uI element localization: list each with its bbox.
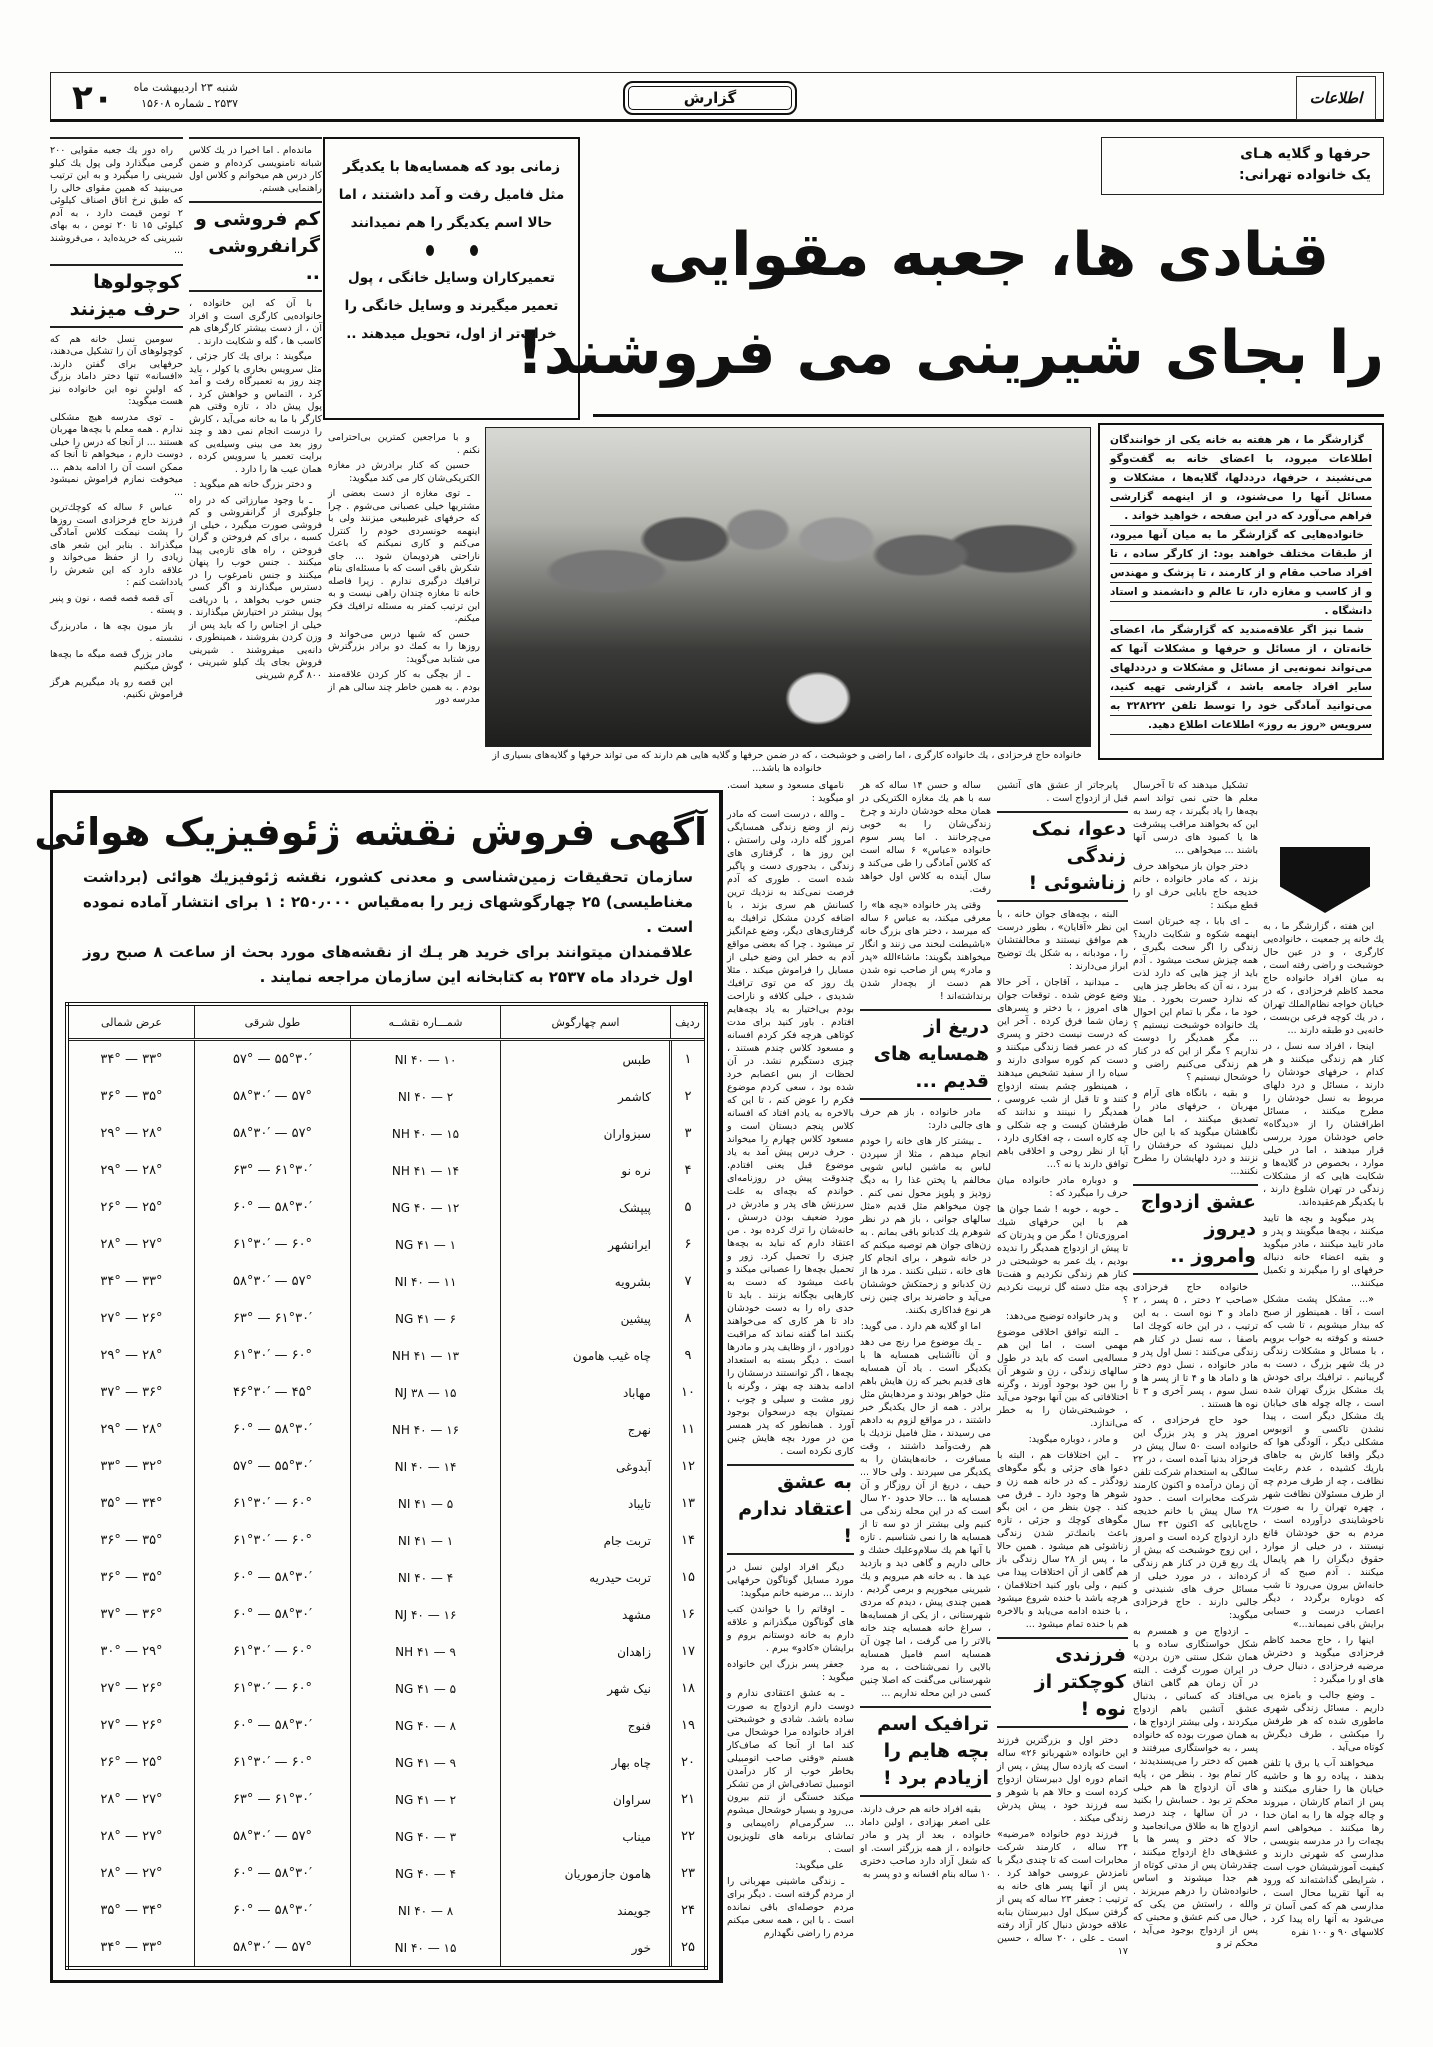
map-number: NG ۴۰ — ۳ xyxy=(351,1818,501,1855)
latitude-north: ۳۵° — ۳۶° xyxy=(67,1559,194,1596)
longitude-east: ۵۸°۳۰′ — ۶۰° xyxy=(194,1559,350,1596)
paragraph: ـ توی مدرسه هیچ مشكلی ندارم . همه معلم با بچه‌ها مهربان هستند ... از آنجا كه درس را خیلی دوست دارم ، میخواهم تا آنجا كه ممكن است آن را ادامه بدهم ... میخوفت نمازم فراموش نمیشود ... xyxy=(50,411,183,498)
paragraph: و با مراجعین كمترین بی‌احترامی نكنم . xyxy=(328,432,480,456)
paragraph: ـ با وجود مبارزاتی كه در راه جلوگیری از گرانفروشی و كم فروشی صورت میگیرد ، خیلی از كسبه ، برای كم فروختن و گران فروختن ، راه های تازه‌یی پیدا میكنند . جنس خوب را پنهان میكنند و جنس نامرغوب را در دسترس میگذارند و اگر كسی جنس خوب بخواهد ، با دریافت پول بیشتر در اختیارش میگذارند . خیلی از اجناس را كه باید پس از وزن كردن بفروشند ، همینطوری ، دانه‌یی میفروشند . شیرینی فروش بجای یك كیلو شیرینی ، ۸۰۰ گرم شیرینی xyxy=(189,494,322,681)
map-number: NG ۴۱ — ۲ xyxy=(351,1781,501,1818)
column-bottom-e xyxy=(1263,920,1384,1942)
paragraph: ـ زندگی ماشینی مهربانی را از مردم گرفته است . دیگر برای مردم حوصله‌ای باقی نمانده است . با این ، همه سعی میكنم مردم را راضی نگهدارم xyxy=(727,1876,854,1939)
row-number: ۱۰ xyxy=(671,1374,707,1411)
latitude-north: ۲۵° — ۲۶° xyxy=(67,1189,194,1226)
sheet-name: هامون جازموریان xyxy=(501,1855,671,1892)
paragraph: و مادر ، دوباره میگوید: xyxy=(1028,1434,1118,1445)
paragraph: حسن كه شبها درس می‌خواند و روزها را به كمك دو برادر بزرگترش می شتابد می‌گوید: xyxy=(328,628,480,665)
latitude-north: ۳۳° — ۳۴° xyxy=(67,1040,194,1079)
paragraph: دختر اول و بزرگترین فرزند این خانواده «شهربانو ۲۶» ساله است كه یازده سال پیش ، پس از اتمام دوره اول دبیرستان ازدواج كرده است و حالا هم با شوهر و سه فرزند خود ، پیش پدرش زندگی میكند . xyxy=(997,1735,1128,1824)
latitude-north: ۲۶° — ۲۷° xyxy=(67,1300,194,1337)
pull-quote-1: زمانی بود که همسایه‌ها با یکدیگر مثل فامیل رفت و آمد داشتند ، اما حالا اسم یکدیگر را هم نمیدانند xyxy=(338,159,565,231)
paragraph: البته ، بچه‌های جوان خانه ، با این نظر «آقایان» ، بطور درست هم موافق نیستند و مخالفتشان را ، مودبانه ، به شكل یك توضیح ابراز می‌دارند : xyxy=(997,909,1128,972)
subheading: دریغ از همسایه های قدیم ... xyxy=(860,1009,991,1100)
row-number: ۴ xyxy=(671,1152,707,1189)
latitude-north: ۲۶° — ۲۷° xyxy=(67,1707,194,1744)
paragraph: «... مشكل پشت مشكل است ، آقا . همینطور از صبح كه بیدار میشویم ، تا شب كه خسته و كوفته به خواب برویم ، با مسائل و مشكلات زندگی در یك شهر بزرگ ، دست به گریبانیم . ترافیك برای خودش یك مشكل بزرگ تهران شده است ، چاله چوله های خیابان یك مشكل دیگر است ، پیدا نشدن تاكسی و اتوبوس مشكلی دیگر ، آلودگی هوا كه دیگر واقعا كارش به جاهای باریك كشیده ، عدم رعایت نظافت ، چه از طرف مردم چه از طرف مسئولان نظافت شهر ، چهره تهران را به صورت ناخوشایندی درآورده است ، مردم به حق خودشان قانع نیستند ، در خیلی از موارد حقوق دیگران را هم پایمال میكنند . آدم صبح كه از خانه‌اش بیرون می‌رود تا شب كه دوباره برگردد ، دیگر اعصاب درست و حسابی برایش باقی نمیماند...» xyxy=(1263,1294,1384,1630)
paragraph: ـ ای بابا ، چه خبرتان است اینهمه شكوه و شكایت دارید؟ زندگی را اگر سخت بگیری ، همه چیزش سخت میشود . آدم باید از چیز هایی كه دارد لذت ببرد ، نه آن كه بخاطر چیز هایی كه ندارد حسرت بخورد . مثلا خود ما ، مگر با تمام این احوال یك خانواده خوشبخت نیستیم ؟ ... مگر همدیگر را دوست نداریم ؟ مگر از این كه در كنار هم زندگی می‌كنیم راضی و خوشحال نیستیم ؟ xyxy=(1133,916,1258,1083)
sheet-name: تربت جام xyxy=(501,1522,671,1559)
table-row xyxy=(67,1485,706,1522)
table-row xyxy=(67,1522,706,1559)
page-number: ۲۰ xyxy=(72,78,114,118)
column-text xyxy=(50,145,183,258)
subheading: عشق ازدواج دیروز وامروز .. xyxy=(1133,1184,1258,1275)
column-text xyxy=(1133,1281,1258,1950)
ad-title: آگهی فروش نقشه ژئوفیزیک هوائی xyxy=(34,810,707,854)
row-number: ۷ xyxy=(671,1263,707,1300)
map-number: NG ۴۱ — ۵ xyxy=(351,1670,501,1707)
logo-text: اطلاعات xyxy=(1309,89,1363,107)
table-row xyxy=(67,1189,706,1226)
map-number: NH ۴۱ — ۱۴ xyxy=(351,1152,501,1189)
row-number: ۱۵ xyxy=(671,1559,707,1596)
paragraph: دختر جوان باز میخواهد حرف بزند ، كه مادر خانواده ، خانم خدیجه حاج بابایی حرف او را قطع میكند : xyxy=(1133,861,1258,911)
latitude-north: ۳۲° — ۳۳° xyxy=(67,1448,194,1485)
paragraph: اینجا ، افراد سه نسل ، در كنار هم زندگی میكنند و هر كدام ، حرفهای خودشان را دارند ، مسائل و درد دلهای مربوط به نسل خودشان را مطرح میكنند ، مسائل اطرافشان را از «دیدگاه» خاص خودشان مورد بررسی قرار میدهند ، اما در خیلی موارد ، بخصوص در گلایه‌ها و شكایت هایی كه از مشكلات زندگی در تهران شلوغ دارند ، با یكدیگر هم‌عقیده‌اند. xyxy=(1263,1041,1384,1208)
pull-quote-box xyxy=(323,137,580,420)
column-text xyxy=(860,1106,991,1700)
map-number: NG ۴۱ — ۱ xyxy=(351,1226,501,1263)
row-number: ۲۱ xyxy=(671,1781,707,1818)
map-number: NI ۴۰ — ۸ xyxy=(351,1892,501,1929)
latitude-north: ۳۳° — ۳۴° xyxy=(67,1929,194,1968)
table-row xyxy=(67,1152,706,1189)
paragraph: مادر خانواده ، باز هم حرف های جالبی دارد: xyxy=(860,1107,991,1131)
column-text xyxy=(50,334,183,702)
table-row xyxy=(67,1374,706,1411)
sheet-name: تایباد xyxy=(501,1485,671,1522)
column-header: ردیف xyxy=(671,1004,707,1040)
paragraph: مانده‌ام . اما اخیرا در یك كلاس شبانه نامنویسی كرده‌ام و ضمن كار درس هم میخوانم و كلاس اول راهنمایی هستم. xyxy=(189,145,322,194)
row-number: ۲۵ xyxy=(671,1929,707,1968)
map-number: NH ۴۰ — ۱۶ xyxy=(351,1411,501,1448)
table-row xyxy=(67,1411,706,1448)
photo-caption: خانواده حاج فرحزادی ، یك خانواده كارگری ، اما راضی و خوشبخت ، كه در ضمن حرفها و گلایه هایی هم دارند كه می تواند حرفها و گلایه‌های بسیاری از خانواده ها باشد... xyxy=(492,750,1082,774)
sheet-name: طبس xyxy=(501,1040,671,1079)
paragraph: پابرجاتر از عشق های آتشین قبل از ازدواج است . xyxy=(997,780,1128,804)
geophysical-map-ad xyxy=(34,790,723,1983)
paragraph: و بقیه ، بانگاه های آرام و مهربان ، حرفهای مادر را تصدیق میكنند ، اما همان نگاهشان میگوید كه با این حال دلیل نمیشود كه حرفشان را نزنند و درد دلهایشان را مطرح نكنند... xyxy=(1133,1088,1258,1177)
table-body xyxy=(67,1040,706,1969)
headline-rule xyxy=(593,414,1384,417)
map-number: NH ۴۰ — ۱۵ xyxy=(351,1115,501,1152)
longitude-east: ۶۰° — ۶۱°۳۰′ xyxy=(194,1522,350,1559)
row-number: ۱ xyxy=(671,1040,707,1079)
paragraph: پدر میگوید و بچه ها تایید میكنند ، بچه‌ها میگویند و پدر و مادر تایید میكنند ، مادر میگوید و بقیه اعضاء خانه دنباله حرفهای او را میگیرند و تكمیل میكنند... xyxy=(1263,1213,1384,1289)
paragraph: خانواده حاج فرحزادی «صاحب ۲ دختر ، ۵ پسر ، ۲ داماد و ۳ نوه است . به این ترتیب ، در این خانه كوچك اما باصفا ، سه نسل در كنار هم زندگی می‌كنند : نسل اول پدر و مادر خانواده ، نسل دوم دختر ها و داماد ها و ۴ تا از پسر ها و نسل سوم ، پسر آخری و ۳ تا نوه ها هستند . xyxy=(1133,1282,1259,1410)
latitude-north: ۲۸° — ۲۹° xyxy=(67,1337,194,1374)
row-number: ۵ xyxy=(671,1189,707,1226)
map-number: NI ۴۰ — ۱۵ xyxy=(351,1929,501,1968)
map-sheets-table xyxy=(65,1002,708,1970)
table-row xyxy=(67,1781,706,1818)
paragraph: عباس ۶ ساله كه كوچك‌ترین فرزند حاج فرحزادی است روزها را پشت نیمكت كلاس آمادگی میگذراند . بنابر این شعر های زیادی را از حفظ می‌خواند و علاقه دارد كه این شعرش را یادداشت كنم : xyxy=(50,502,183,588)
longitude-east: ۵۷° — ۵۸°۳۰′ xyxy=(194,1263,350,1300)
sheet-name: آبدوغی xyxy=(501,1448,671,1485)
family-photo xyxy=(485,427,1091,747)
column-text xyxy=(997,1734,1128,1958)
paragraph: راه دور یك جعبه مقوایی ۲۰۰ گرمی میگذارد ولی پول یك كیلو شیرینی را میگیرد و به این ترتیب می‌بینید كه همین مقوای خالی را كه طبق نرخ اتاق اصناف كیلوئی ۲ تومن قیمت دارد ، به آدم كیلوئی ۱۵ تا ۲۰ تومن ، به بهای شیرینی كه خریده‌اید ، می‌فروشند ... xyxy=(50,145,184,256)
paragraph: فرزند دوم خانواده «مرضیه» ۲۴ ساله ، كارمند شركت مخابرات است كه تا چندی دیگر با نامزدش عروسی خواهد كرد . پس از آنها پسر های خانه به ترتیب : جعفر ۲۳ ساله كه پس از گرفتن سیكل اول دبیرستان بنابه علاقه خودش دنبال كار آزاد رفته است ـ علی ، ۲۰ ساله ، حسین ۱۷ xyxy=(997,1829,1128,1957)
longitude-east: ۵۵°۳۰′ — ۵۷° xyxy=(194,1448,350,1485)
row-number: ۱۱ xyxy=(671,1411,707,1448)
latitude-north: ۲۶° — ۲۷° xyxy=(67,1670,194,1707)
row-number: ۲۴ xyxy=(671,1892,707,1929)
paragraph: ساله و حسن ۱۴ ساله كه هر سه با هم یك مغازه الكتریكی در همان محله خودشان دارند و چرخ زندگی‌شان را به خوبی می‌چرخانند . اما پسر سوم خانواده «عباس» ۶ ساله است كه كلاس آمادگی را طی می‌كند و سال آینده به كلاس اول خواهد رفت. xyxy=(860,780,991,895)
table-row xyxy=(67,1670,706,1707)
column-rule xyxy=(189,137,322,139)
latitude-north: ۲۷° — ۲۸° xyxy=(67,1855,194,1892)
paragraph: ـ به عشق اعتقادی ندارم و دوست دارم ازدواج به صورت ساده باشد. شادی و خوشبختی افراد خانواده مرا خوشحال می كند اما از آنجا كه صاف‌كار هستم «وقتی صاحب اتومبیلی بخاطر خوب از كار درآمدن اتومبیل تصادفی‌اش از من تشكر میكند خستگی از تنم بیرون می‌رود و بسیار خوشحال میشوم ... سرگرمی‌ام راه‌پیمایی و تماشای برنامه های تلویزیون است . xyxy=(727,1688,854,1855)
paragraph: سومین نسل خانه هم كه كوچولوهای آن را تشكیل می‌دهند، حرفهایی برای گفتن دارند. «افسانه» تنها دختر داماد بزرگ كه اولین نوه این خانواده نیز هست میگوید: xyxy=(50,333,183,407)
latitude-north: ۲۸° — ۲۹° xyxy=(67,1115,194,1152)
row-number: ۲ xyxy=(671,1078,707,1115)
latitude-north: ۲۷° — ۲۸° xyxy=(67,1781,194,1818)
separator-dots xyxy=(335,245,568,256)
column-bottom-a xyxy=(727,779,854,1943)
table-row xyxy=(67,1078,706,1115)
map-number: NJ ۴۰ — ۱۶ xyxy=(351,1596,501,1633)
map-number: NI ۴۰ — ۱۱ xyxy=(351,1263,501,1300)
paragraph: و پدر خانواده توضیح می‌دهد: xyxy=(1005,1311,1118,1322)
paragraph: حسین كه كنار برادرش در مغازه الكتریكی‌شان كار می كند میگوید: xyxy=(328,460,480,484)
map-number: NG ۴۰ — ۴ xyxy=(351,1855,501,1892)
paragraph: با آن كه این خانواده ، خانواده‌یی كارگری است و افراد آن ، از دست بیشتر كارگرهای هم كاسب ها ، گله و شكایت دارند . xyxy=(189,298,322,347)
longitude-east: ۵۸°۳۰′ — ۶۰° xyxy=(194,1855,350,1892)
latitude-north: ۲۵° — ۲۶° xyxy=(67,1744,194,1781)
sheet-name: زاهدان xyxy=(501,1633,671,1670)
paragraph: اما او گلایه هم دارد . می گوید: xyxy=(860,1321,981,1332)
longitude-east: ۶۱°۳۰′ — ۶۳° xyxy=(194,1300,350,1337)
paragraph: ـ میدانید ، آقاجان ، آخر حالا وضع عوض شده . توقعات جوان های امروز ، با دختر و پسرهای زمان شما فرق كرده . آخر این كه درست نیست دختر و پسری كه در عصر فضا زندگی میكنند و دست كم كوره سوادی دارند و سیاه را از سفید تشخیص میدهند ، همینطور چشم بسته ازدواج كنند و تا قبل از شب عروسی ، همدیگر را نبینند و ندانند كه طرفشان كیست و چه شكلی و چه كاره است ، چه افكاری دارد ، آیا از نظر روحی و اخلاقی باهم توافق دارند یا نه ؟... xyxy=(997,977,1128,1170)
issue-number-line: ۲۵۳۷ ـ شماره ۱۵۶۰۸ xyxy=(141,97,238,110)
sheet-name: چاه بهار xyxy=(501,1744,671,1781)
sheet-name: نره نو xyxy=(501,1152,671,1189)
column-header: طول شرقی xyxy=(194,1004,350,1040)
map-number: NG ۴۰ — ۱۲ xyxy=(351,1189,501,1226)
row-number: ۱۴ xyxy=(671,1522,707,1559)
subheading: فرزندی کوچکتر از نوه ! xyxy=(997,1637,1128,1728)
newspaper-logo xyxy=(1296,76,1376,120)
column-text xyxy=(189,298,322,682)
table-row xyxy=(67,1596,706,1633)
table-row xyxy=(67,1818,706,1855)
subheading: کوچولوها حرف میزنند xyxy=(50,264,183,328)
column-left-2 xyxy=(189,137,322,685)
row-number: ۱۲ xyxy=(671,1448,707,1485)
paragraph: ـ وضع جالب و بامزه یی داریم . مسائل زندگی شهری ماطوری شده كه هر طرفش را میكشی ، طرف دیگرش كوتاه می‌آید . xyxy=(1263,1690,1384,1753)
longitude-east: ۶۱°۳۰′ — ۶۳° xyxy=(194,1152,350,1189)
paragraph: این قصه رو یاد میگیریم هرگز فراموش نكنیم. xyxy=(50,676,183,700)
sheet-name: سبزواران xyxy=(501,1115,671,1152)
paragraph: و دوباره مادر خانواده میان حرف را میگیرد كه : xyxy=(997,1175,1128,1199)
paragraph: شما نیز اگر علاقه‌مندید که گزارشگر ما، اعضای خانه‌تان ، از مسائل و حرفها و مشکلات آنها که می‌تواند نمونه‌یی از مسائل و مشکلات و درددلهای سایر افراد جامعه باشد ، گزارشی تهیه کنید، می‌توانید آمادگی خود را توسط تلفن ۳۲۸۲۲۲ به سرویس «روز به روز» اطلاعات اطلاع دهید. xyxy=(1110,621,1372,735)
paragraph: اینها را ، حاج محمد كاظم فرحزادی میگوید و دخترش مرضیه فرحزادی ، دنبال حرف های او را میگیرد : xyxy=(1263,1635,1384,1685)
latitude-north: ۲۸° — ۲۹° xyxy=(67,1411,194,1448)
row-number: ۶ xyxy=(671,1226,707,1263)
map-number: NG ۴۰ — ۸ xyxy=(351,1707,501,1744)
map-number: NI ۴۰ — ۱۰ xyxy=(351,1040,501,1079)
table-row xyxy=(67,1892,706,1929)
column-text xyxy=(1133,779,1258,1178)
latitude-north: ۲۸° — ۲۹° xyxy=(67,1152,194,1189)
sheet-name: بشرویه xyxy=(501,1263,671,1300)
column-beside-photo xyxy=(328,432,480,710)
black-arrow-marker xyxy=(1280,847,1370,913)
paragraph: وقتی پدر خانواده «بچه ها» را معرفی میكند، به عباس ۶ ساله كه میرسد ، دختر های بزرگ خانه «باشیطنت لبخند می زنند و انگار میخواهند بگویند: ماشاءالله «پدر و مادر» پس از صاحب نوه شدن هم دست از بچه‌دار شدن برنداشته‌اند ! xyxy=(860,900,991,1002)
row-number: ۸ xyxy=(671,1300,707,1337)
column-left-1 xyxy=(50,137,183,705)
row-number: ۲۳ xyxy=(671,1855,707,1892)
sheet-name: مهاباد xyxy=(501,1374,671,1411)
longitude-east: ۵۵°۳۰′ — ۵۷° xyxy=(194,1040,350,1079)
sheet-name: چاه غیب هامون xyxy=(501,1337,671,1374)
row-number: ۱۶ xyxy=(671,1596,707,1633)
column-text xyxy=(189,145,322,195)
column-text xyxy=(860,1803,991,1881)
column-text xyxy=(997,779,1128,805)
paragraph: ـ از بچگی به كار كردن علاقه‌مند بودم . به همین خاطر چند سالی هم از مدرسه دور xyxy=(328,669,480,705)
kicker-line: یک خانواده تهرانی: xyxy=(1239,167,1371,183)
row-number: ۱۸ xyxy=(671,1670,707,1707)
paragraph: این هفته ، گزارشگر ما ، به یك خانه پر جمعیت ، خانواده‌یی كارگری ، و در عین حال خوشبخت و راضی رفته است ، به میان افراد خانواده حاج محمد كاظم فرحزادی ، كه در خیابان خواجه نظام‌الملك تهران ، در یك كوچه فرعی بن‌بست ، خانه‌یی دو طبقه دارند ... xyxy=(1263,921,1384,1036)
map-number: NH ۴۱ — ۹ xyxy=(351,1633,501,1670)
table-row xyxy=(67,1707,706,1744)
row-number: ۲۰ xyxy=(671,1744,707,1781)
map-number: NJ ۳۸ — ۱۵ xyxy=(351,1374,501,1411)
paragraph: آی قصه قصه قصه ، نون و پنیر و پسته . xyxy=(50,592,183,616)
table-row xyxy=(67,1855,706,1892)
longitude-east: ۶۱°۳۰′ — ۶۳° xyxy=(194,1781,350,1818)
paragraph: خانواده‌هایی که گزارشگر ما به میان آنها میرود، از طبقات مختلف خواهند بود: از کارگر ساده ، تا افراد صاحب مقام و از کارمند ، تا پزشک و مهندس و از کاسب و مغازه دار، تا عالم و دانشمند و استاد دانشگاه . xyxy=(1110,526,1372,621)
headline-line-2: را بجای شیرینی می فروشند! xyxy=(516,318,1384,388)
table-row xyxy=(67,1448,706,1485)
longitude-east: ۶۰° — ۶۱°۳۰′ xyxy=(194,1633,350,1670)
map-number: NI ۴۱ — ۱ xyxy=(351,1522,501,1559)
longitude-east: ۵۷° — ۵۸°۳۰′ xyxy=(194,1115,350,1152)
longitude-east: ۵۸°۳۰′ — ۶۰° xyxy=(194,1189,350,1226)
table-header-row xyxy=(67,1004,706,1040)
latitude-north: ۳۵° — ۳۶° xyxy=(67,1078,194,1115)
sheet-name: میناب xyxy=(501,1818,671,1855)
sheet-name: پیپشک xyxy=(501,1189,671,1226)
map-number: NH ۴۱ — ۱۳ xyxy=(351,1337,501,1374)
map-number: NI ۴۰ — ۴ xyxy=(351,1559,501,1596)
paragraph: گزارشگر ما ، هر هفته به خانه یکی از خوانندگان اطلاعات میرود، با اعضای خانه به گفت‌وگو می‌نشیند ، حرفها، درددلها، گلایه‌ها ، مشکلات و مسائل آنها را می‌شنود، و از اینهمه گزارشی فراهم می‌آورد که در این صفحه ، خواهید خواند . xyxy=(1110,431,1372,526)
table-row xyxy=(67,1300,706,1337)
longitude-east: ۶۰° — ۶۱°۳۰′ xyxy=(194,1670,350,1707)
paragraph: و دختر بزرگ خانه هم میگوید : xyxy=(193,479,312,490)
table-row xyxy=(67,1115,706,1152)
map-number: NI ۴۰ — ۱۴ xyxy=(351,1448,501,1485)
column-bottom-c xyxy=(997,779,1128,1961)
table-row xyxy=(67,1226,706,1263)
paragraph: خود حاج فرحزادی ، كه امروز پدر و پدر بزرگ این خانواده است ۵۰ سال پیش در فرحزاد بدنیا آمده است ، در ۲۲ سالگی به استخدام شركت تلفن آن زمان درآمده و اكنون كارمند شركت مخابرات است . حدود ۲۸ سال پیش با خانم خدیجه حاج‌بابایی كه اكنون ۴۳ سال دارد ازدواج كرده است و امروز ، این زوج خوشبخت كه بیش از یك ربع قرن در كنار هم زندگی كرده‌اند ، در مورد خیلی از مسائل حرف های شنیدنی و جالبی دارند . حاج فرحزادی میگوید: xyxy=(1133,1415,1258,1621)
map-number: NG ۴۱ — ۶ xyxy=(351,1300,501,1337)
latitude-north: ۳۴° — ۳۵° xyxy=(67,1892,194,1929)
map-number: NI ۴۱ — ۵ xyxy=(351,1485,501,1522)
paragraph: تشكیل میدهند كه تا آخرسال معلم ها حتی نمی تواند اسم بچه‌ها را یاد بگیرند ، چه رسد به این كه بخواهند مراقب پیشرفت ها یا كمبود های درسی آنها باشند ... میخواهی ... xyxy=(1133,780,1258,856)
sheet-name: کاشمر xyxy=(501,1078,671,1115)
latitude-north: ۲۹° — ۳۰° xyxy=(67,1633,194,1670)
sheet-name: مشهد xyxy=(501,1596,671,1633)
column-rule xyxy=(50,137,183,139)
longitude-east: ۴۵° — ۴۶°۳۰′ xyxy=(194,1374,350,1411)
longitude-east: ۵۸°۳۰′ — ۶۰° xyxy=(194,1411,350,1448)
latitude-north: ۳۳° — ۳۴° xyxy=(67,1263,194,1300)
ad-body xyxy=(83,865,693,990)
table-row xyxy=(67,1633,706,1670)
paragraph: ـ توی مغازه از دست بعضی از مشتریها خیلی عصبانی می‌شوم . چرا كه حرفهای غیرطبیعی میزنند ولی با اینهمه خونسردی خودم را كنترل می‌كنم و كاری نمیكنم كه باعث ناراحتی هردویمان شود ... جای شكرش باقی است كه با مسئله‌ای بنام ترافیك درگیری ندارم . زیرا فاصله خانه تا مغازه چندان راهی نیست و به این ترتیب كمتر به مسئله ترافیك فكر میكنم. xyxy=(328,488,480,624)
column-header: شمـــاره نقشــه xyxy=(351,1004,501,1040)
row-number: ۱۹ xyxy=(671,1707,707,1744)
sheet-name: سراوان xyxy=(501,1781,671,1818)
row-number: ۱۷ xyxy=(671,1633,707,1670)
ad-paragraph: علاقمندان میتوانند برای خرید هر یـك از نقشه‌های مورد بحث از ساعت ۸ صبح روز اول خرداد ماه ۲۵۳۷ به کتابخانه این سازمان مراجعه نمایند . xyxy=(83,943,694,986)
paragraph: جعفر پسر بزرگ این خانواده میگوید : xyxy=(727,1659,854,1683)
paragraph: ـ والله ، درست است كه مادر زنم از وضع زندگی همسایگی امروز گله دارد، ولی راستش ، این روز ها ، گرفتاری های زندگی ، بدجوری دست و پاگیر شده است . طوری كه آدم فرصت نمی‌كند به نزدیك ترین كسانش هم سری بزند ، با اضافه كردن مشكل ترافیك به گرفتاری‌های دیگر، وضع غم‌انگیز تر میشود . چرا كه بعضی مواقع آدم به خطر این وضع خیلی از مسایل را فراموش میكند . مثلا یك روز كه من توی ترافیك شدیدی ، خیلی كلافه و ناراحت بودم بی‌اختیار به یاد بچه‌هایم افتادم . باور كنید برای مدت كوتاهی هرچه فكر كردم افسانه و مسعود كلاس چندم هستند ، چیزی دستگیرم نشد. در آن لحظات از بس اعصابم خرد شده بود ، سعی كردم موضوع فكرم را عوض كنم ، تا این كه بالاخره به یادم افتاد كه افسانه كلاس پنجم دبستان است و مسعود كلاس چهارم را میخواند . حرف درس پیش آمد به یاد موضوع قبل یعنی افتادم. چندوقت پیش در روزنامه‌ای خواندم كه بچه‌ای به علت سرزنش های پدر و مادرش در مورد ضعیف بودن درسش ، خانه‌شان را ترك كرده بود . من اعتقاد دارم كه نباید به بچه‌ها چیزی را تحمیل كرد. زور و تحمیل بچه‌ها را عصبانی میكند و باعث میشود كه دست به كارهایی بچگانه بزنند . باید تا حدی راه را به دست خودشان داد تا هر كاری كه می‌خواهند بكنند اما گفته نماند كه مراقبت دورادور ، از وظایف پدر و مادرها است . دیگر بسته به استعداد بچه‌ها ، اگر توانستند درسشان را ادامه بدهند چه بهتر ، وگرنه با زور مشت و سیلی و چوب ، نمیتوان بچه درسخوان بوجود آورد . همانطور كه پدر همسر من در مورد بچه هایش چنین كاری نكرده است . xyxy=(727,809,854,1457)
paragraph: نامهای مسعود و سعید است. او میگوید : xyxy=(727,780,854,804)
sheet-name: نیک شهر xyxy=(501,1670,671,1707)
latitude-north: ۲۷° — ۲۸° xyxy=(67,1818,194,1855)
paragraph: ـ یك موضوع مرا رنج می دهد و آن ناآشنایی همسایه ها با یكدیگر است . یاد آن همسایه های قدیم بخیر كه زن هایش باهم مثل خواهر بودند و مردهایش مثل برادر . همه از حال یكدیگر خبر داشتند ، در مواقع لزوم به دادهم می رسیدند ، مثل فامیل نزدیك با هم رفت‌وآمد داشتند ، وقت مسافرت ، خانه‌هایشان را به یكدیگر می سپردند . ولی حالا ... حیف ، دریغ از آن روزگار و آن همسایه ها ... حالا حدود ۲۰ سال است كه در این محله زندگی می كنیم ولی بیشتر از دو سه تا از همسایه ها را نمی شناسیم . تازه با آنها هم یك سلام‌وعلیك خشك و خالی داریم و گاهی دید و بازدید عید ها . به خانه هم میرویم و یك شیرینی میخوریم و برمی گردیم . همین چندی پیش ، دیدم كه مردی شهرستانی ، از یكی از همسایه‌ها ، سراغ خانه همسایه چند خانه بالاتر را می گرفت ، اما چون آن همسایه اسم فامیل همسایه بالایی را نمی‌شناخت ، به مرد شهرستانی می‌گفت كه اصلا چنین كسی در این محله نداریم ... xyxy=(860,1337,991,1699)
sheet-name: جویمند xyxy=(501,1892,671,1929)
date-line: شنبه ۲۳ اردیبهشت ماه xyxy=(133,81,238,94)
latitude-north: ۳۵° — ۳۶° xyxy=(67,1522,194,1559)
subheading: کم فروشی و گرانفروشی .. xyxy=(189,201,322,292)
row-number: ۲۲ xyxy=(671,1818,707,1855)
sheet-name: ایرانشهر xyxy=(501,1226,671,1263)
sheet-name: پیشین xyxy=(501,1300,671,1337)
section-label: گزارش xyxy=(623,81,797,115)
subheading: دعوا، نمک زندگی زناشوئی ! xyxy=(997,811,1128,902)
sheet-name: خور xyxy=(501,1929,671,1968)
table-row xyxy=(67,1263,706,1300)
longitude-east: ۵۸°۳۰′ — ۶۰° xyxy=(194,1892,350,1929)
pull-quote-2: تعمیرکاران وسایل خانگی ، پول تعمیر میگیرند و وسایل خانگی را خراب‌تر از اول، تحویل میدهند .. xyxy=(344,270,559,342)
longitude-east: ۶۰° — ۶۱°۳۰′ xyxy=(194,1226,350,1263)
subheading: به عشق اعتقاد ندارم ! xyxy=(727,1464,854,1555)
longitude-east: ۵۷° — ۵۸°۳۰′ xyxy=(194,1078,350,1115)
table-row xyxy=(67,1040,706,1079)
column-text xyxy=(997,908,1128,1631)
column-text xyxy=(860,779,991,1003)
latitude-north: ۳۶° — ۳۷° xyxy=(67,1374,194,1411)
longitude-east: ۶۰° — ۶۱°۳۰′ xyxy=(194,1485,350,1522)
table-row xyxy=(67,1337,706,1374)
row-number: ۱۳ xyxy=(671,1485,707,1522)
map-number: NG ۴۱ — ۹ xyxy=(351,1744,501,1781)
latitude-north: ۳۴° — ۳۵° xyxy=(67,1485,194,1522)
column-header: اسم چهارگوش xyxy=(501,1004,671,1040)
longitude-east: ۶۰° — ۶۱°۳۰′ xyxy=(194,1337,350,1374)
paragraph: میخواهند آب یا برق یا تلفن بدهند ، پیاده رو ها و حاشیه خیابان ها را حفاری میكنند و پس از اتمام كارشان ، میروند و چاله چوله ها را به امان خدا رها میكنند . میخواهی اسم بچه‌ات را در مدرسه بنویسی ، مدارسی كه شهرتی دارند و كیفیت آموزشیشان خوب است ، شرایطی گذاشته‌اند كه ورود به آنها تقریبا محال است ، مدارسی هم كه كمی آسان تر می‌شود به آنها راه پیدا كرد ، كلاسهای ۹۰ و ۱۰۰ نفره xyxy=(1263,1758,1384,1938)
paragraph: مادر بزرگ قصه میگه ما بچه‌ها گوش میكنیم xyxy=(50,648,183,672)
sheet-name: فنوج xyxy=(501,1707,671,1744)
column-header: عرض شمالی xyxy=(67,1004,194,1040)
sheet-name: تربت حیدریه xyxy=(501,1559,671,1596)
paragraph: میگویند : برای یك كار جزئی ، مثل سرویس بخاری یا كولر ، باید چند روز به تعمیرگاه رفت و آمد كرد ، التماس و خواهش كرد ، پول پیش داد ، تازه وقتی هم كارگر با ما به خانه می‌آید ، كارش را درست انجام نمی دهد و چند روز بعد می بینی وسیله‌یی كه برایت تعمیر یا سرویس كرده ، همان عیب ها را دارد . xyxy=(189,351,322,475)
main-headline xyxy=(516,206,1384,402)
column-bottom-d xyxy=(1133,779,1258,1953)
issue-date xyxy=(118,80,238,112)
intro-box xyxy=(1098,423,1384,760)
longitude-east: ۵۸°۳۰′ — ۶۰° xyxy=(194,1596,350,1633)
ad-paragraph: سازمان تحقیقات زمین‌شناسی و معدنی کشور، نقشه ژئوفیزیك هوائی (برداشت مغناطیسی) ۲۵ چهارگوشهای زیر را به‌مقیاس ۲۵۰٫۰۰۰ : ۱ برای انتشار آماده نموده است . xyxy=(83,868,693,936)
paragraph: ـ این اختلافات هم ، البته با دعوا های جزئی و بگو مگوهای زودگذر ـ كه در خانه همه زن و شوهر ها وجود دارد ـ فرق می كند . چون بنظر من ، این بگو مگوهای كوچك و جزئی ، تازه باعث بانمك‌تر شدن زندگی زناشوئی هم میشود . همین حالا ما ، پس از ۲۸ سال زندگی باز هم گاهی از آن اختلافات پیدا می كنیم ، ولی باور كنید اختلافمان ، هرچه باشد با خنده شروع میشود ، با خنده ادامه می‌یابد و بالاخره هم با خنده تمام میشود ... xyxy=(997,1450,1128,1630)
paragraph: علی میگوید: xyxy=(795,1860,844,1871)
kicker-box xyxy=(1101,137,1384,195)
sheet-name: نهرج xyxy=(501,1411,671,1448)
paragraph: ـ اوقاتم را با خواندن كتب های گوناگون میگذرانم و علاقه دارم به خانه دوستانم بروم و برایشان «كادو» ببرم . xyxy=(727,1604,854,1654)
column-bottom-b xyxy=(860,779,991,1884)
longitude-east: ۵۷° — ۵۸°۳۰′ xyxy=(194,1929,350,1968)
latitude-north: ۲۷° — ۲۸° xyxy=(67,1226,194,1263)
paragraph: باز میون بچه ها ، مادربزرگ نشسته . xyxy=(50,620,183,644)
row-number: ۹ xyxy=(671,1337,707,1374)
headline-line-1: قنادی ها، جعبه مقوایی xyxy=(647,220,1330,290)
longitude-east: ۶۰° — ۶۱°۳۰′ xyxy=(194,1744,350,1781)
paragraph: ـ بیشتر كار های خانه را خودم انجام میدهم ، مثلا از سپردن لباس به ماشین لباس شویی مخالفم یا پختن غذا را به دیگ زودپز و پلوپز محول نمی كنم . چون میخواهم مثل قدیم «مثل سالهای جوانی ، باز هم در نظر شوهرم یك كدبانو باقی بمانم . به زن‌های جوان هم توصیه میكنم كه در خانه شوهر ، برای انجام كار های خانه ، تنبلی نكنند . مرد ها از زن كدبانو و زحمتكش خوششان می‌آید و حاضرند برای چنین زنی هر نوع فداكاری بكنند. xyxy=(860,1136,991,1316)
longitude-east: ۵۷° — ۵۸°۳۰′ xyxy=(194,1818,350,1855)
longitude-east: ۵۸°۳۰′ — ۶۰° xyxy=(194,1707,350,1744)
row-number: ۳ xyxy=(671,1115,707,1152)
kicker-line: حرفها و گلایه هـای xyxy=(1240,146,1371,162)
paragraph: دیگر افراد اولین نسل در مورد مسایل گوناگون حرفهایی دارند ... مرضیه خانم میگوید: xyxy=(727,1562,854,1599)
paragraph: ـ خوبه ، خوبه ! شما جوان ها هم با این حرفهای شیك امروزی‌تان ! مگر من و پدرتان كه تا پیش از ازدواج همدیگر را ندیده بودیم ، یك عمر به خوشبختی در كنار هم زندگی نكردیم و هفت‌تا بچه مثل دسته گل تربیت نكردیم ؟ xyxy=(997,1204,1128,1306)
paragraph: بقیه افراد خانه هم حرف دارند. علی اصغر بهزادی ، اولین داماد خانواده ، بعد از پدر و مادر خانواده ، از همه بزرگتر است. او كه شغل آزاد دارد صاحب دختری ۱۰ ساله بنام افسانه و دو پسر به xyxy=(860,1804,991,1880)
paragraph: ـ البته توافق اخلاقی موضوع مهمی است ، اما این هم مساله‌یی است كه باید در طول سالهای زندگی ، زن و شوهر آن را بین خود بوجود آورند ، وگرنه اختلافاتی كه بین آنها بوجود می‌آید ، خوشبختی‌شان را به خطر می‌اندازد. xyxy=(997,1327,1128,1429)
table-row xyxy=(67,1559,706,1596)
latitude-north: ۳۶° — ۳۷° xyxy=(67,1596,194,1633)
column-text xyxy=(727,1561,854,1940)
paragraph: ـ ازدواج من و همسرم به شكل خواستگاری ساده و با همان شكل سنتی «زن بردن» در ایران صورت گرفت . البته در آن زمان هم گاهی اتفاق می‌افتاد كه كسانی ، بدنبال عشق آتشین باهم ازدواج میكردند ، ولی بیشتر ازدواج ها ، به همان صورت بوده كه خانواده پسر ، به خواستگاری میرفتند و همین كه دختر را می‌پسندیدند ، كار تمام بود . بنظر من ، پایه های آن ازدواج ها هم خیلی محكم تر بود . حسابش را بكنید ، در آن سالها ، چند درصد ازدواج ها به طلاق می‌انجامید و حالا كه دختر و پسر ها با عشق‌های داغ ازدواج میكنند ، چقدرشان پس از مدتی كوتاه از هم جدا میشوند و اساس خانواده‌شان را درهم میریزند . والله ، راستش من یكی كه خیال می كنم عشق و محبتی كه پس از ازدواج بوجود می‌آید ، محكم تر و xyxy=(1133,1626,1258,1949)
map-number: NI ۴۰ — ۲ xyxy=(351,1078,501,1115)
table-row xyxy=(67,1929,706,1968)
column-text xyxy=(727,779,854,1458)
subheading: ترافیک اسم بچه هایم را ازیادم برد ! xyxy=(860,1706,991,1797)
table-row xyxy=(67,1744,706,1781)
